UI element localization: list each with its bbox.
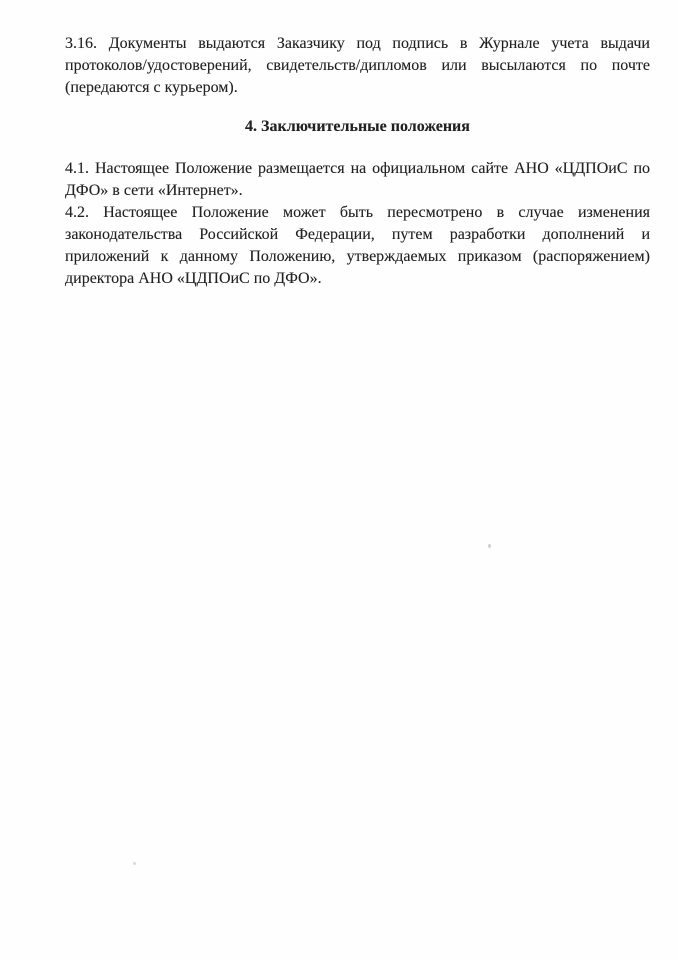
paragraph-4-2 [65, 202, 650, 290]
paragraph-3-16-line-2: протоколов/удостоверений, свидетельств/дипломов или высылаются по почте [65, 57, 650, 74]
scan-speck [133, 862, 136, 865]
paragraph-3-16 [65, 33, 650, 99]
scan-speck [488, 544, 491, 548]
paragraph-4-1-line-1: 4.1. Настоящее Положение размещается на официальном сайте АНО «ЦДПОиС по [65, 160, 650, 177]
paragraph-4-1-line-2: ДФО» в сети «Интернет». [65, 182, 243, 199]
paragraph-3-16-line-1: 3.16. Документы выдаются Заказчику под подпись в Журнале учета выдачи [65, 35, 650, 52]
paragraph-4-2-line-3: приложений к данному Положению, утверждаемых приказом (распоряжением) [65, 248, 650, 265]
paragraph-3-16-line-3: (передаются с курьером). [65, 79, 238, 96]
section-heading-final-provisions: 4. Заключительные положения [245, 118, 470, 135]
paragraph-4-2-line-2: законодательства Российской Федерации, путем разработки дополнений и [65, 226, 650, 243]
paragraph-4-2-line-1: 4.2. Настоящее Положение может быть пересмотрено в случае изменения [65, 204, 650, 221]
paragraph-4-1 [65, 158, 650, 202]
document-body [65, 33, 650, 290]
paragraph-4-2-line-4: директора АНО «ЦДПОиС по ДФО». [65, 270, 322, 287]
